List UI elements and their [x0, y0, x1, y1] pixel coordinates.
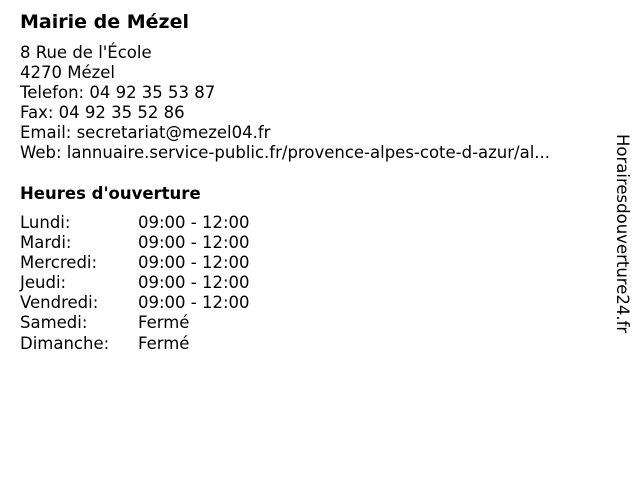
hours-row-samedi — [20, 313, 320, 333]
day-label: Mardi: — [20, 233, 72, 253]
day-hours: 09:00 - 12:00 — [138, 273, 250, 293]
hours-row-vendredi — [20, 293, 320, 313]
hours-row-dimanche — [20, 334, 320, 354]
page-title: Mairie de Mézel — [20, 11, 189, 33]
phone-line: Telefon: 04 92 35 53 87 — [20, 83, 216, 103]
fax-line: Fax: 04 92 35 52 86 — [20, 103, 185, 123]
hours-row-mercredi — [20, 253, 320, 273]
web-line: Web: lannuaire.service-public.fr/provence-alpes-cote-d-azur/al... — [20, 143, 551, 163]
address-block — [20, 43, 550, 164]
day-hours: 09:00 - 12:00 — [138, 213, 250, 232]
hours-table — [20, 213, 320, 354]
day-hours: Fermé — [138, 333, 190, 353]
day-label: Mercredi: — [20, 253, 98, 273]
hours-row-lundi — [20, 213, 320, 233]
day-label: Jeudi: — [20, 273, 67, 293]
day-hours: 09:00 - 12:00 — [138, 293, 250, 313]
hours-row-mardi — [20, 233, 320, 253]
day-label: Samedi: — [20, 313, 88, 333]
day-hours: 09:00 - 12:00 — [138, 253, 250, 273]
day-label: Vendredi: — [20, 293, 99, 313]
day-hours: 09:00 - 12:00 — [138, 233, 250, 253]
street-address: 8 Rue de l'École — [20, 43, 152, 62]
city-line: 4270 Mézel — [20, 63, 116, 83]
day-hours: Fermé — [138, 313, 190, 333]
site-watermark: Horairesdouverture24.fr — [613, 134, 632, 334]
email-line: Email: secretariat@mezel04.fr — [20, 123, 271, 143]
hours-heading: Heures d'ouverture — [20, 184, 201, 203]
day-label: Dimanche: — [20, 333, 110, 353]
hours-row-jeudi — [20, 273, 320, 293]
day-label: Lundi: — [20, 213, 71, 232]
